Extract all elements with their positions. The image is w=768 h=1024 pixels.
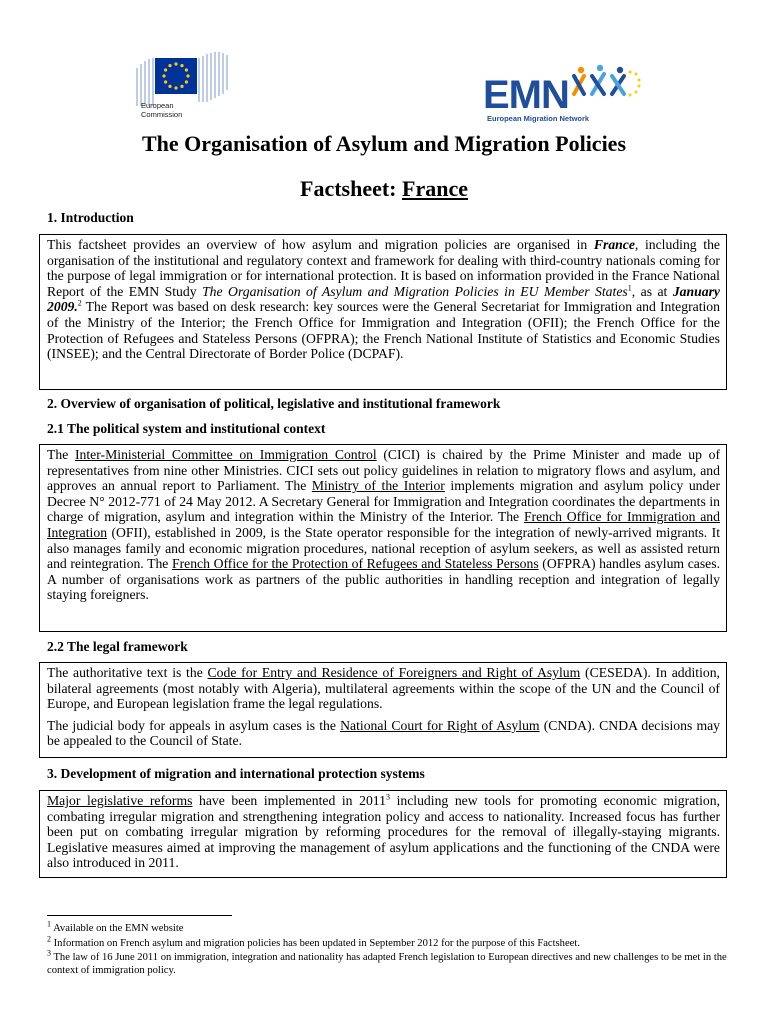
political-system-paragraph xyxy=(47,447,720,603)
section-2-2-heading: 2.2 The legal framework xyxy=(47,639,188,654)
section-2-1-box xyxy=(39,444,727,632)
footnote-ref-1: 1 xyxy=(627,283,632,293)
emphasis-date: January 2009. xyxy=(47,283,720,315)
ec-caption-line-1: European xyxy=(141,101,174,110)
subtitle-prefix: Factsheet: xyxy=(300,176,403,201)
footnote-ref-3: 3 xyxy=(385,792,390,802)
footnote-text: Available on the EMN website xyxy=(51,923,184,934)
text: , as at xyxy=(631,283,673,299)
document-title: The Organisation of Asylum and Migration Policies xyxy=(141,131,627,156)
document-subtitle xyxy=(0,176,768,202)
text: The authoritative text is the xyxy=(47,665,208,680)
section-2-2-box xyxy=(39,662,727,758)
text: including new tools for promoting economic migration, combating irregular migration and strengthening integration policy and access to nationality. Increased focus has further been put on combating irregular migration by reforming procedures for the removal of illegally-staying migrants. Legislative measures aimed at improving the management of asylum applications and the functioning of the CNDA were also introduced in 2011. xyxy=(47,793,720,871)
emn-subtitle: European Migration Network xyxy=(487,114,590,123)
footnote-number: 1 xyxy=(47,919,51,929)
emphasis-france: France xyxy=(593,237,635,252)
text: have been implemented in 2011 xyxy=(192,793,386,808)
underlined-term: Code for Entry and Residence of Foreigners and Right of Asylum xyxy=(207,665,581,680)
footnote-number: 2 xyxy=(47,934,51,944)
section-2-1-heading: 2.1 The political system and institutional context xyxy=(47,421,326,436)
section-2-heading: 2. Overview of organisation of political, legislative and institutional framework xyxy=(47,396,501,411)
text: The judicial body for appeals in asylum cases is the xyxy=(47,717,341,733)
section-3-box xyxy=(39,790,727,878)
footnote-text: Information on French asylum and migration policies has been updated in September 2012 for the purpose of this Factsheet. xyxy=(51,938,580,949)
text: The xyxy=(47,447,75,462)
footnote-1 xyxy=(47,919,727,935)
text: , including the organisation of the institutional and regulatory context and framework for dealing with third-country nationals coming for the purpose of legal immigration or for international protection. It is based on information provided in the France National Report of the EMN Study xyxy=(47,237,720,299)
footnote-number: 3 xyxy=(47,948,51,958)
text: This factsheet provides an overview of how asylum and migration policies are organised in xyxy=(47,237,594,252)
underlined-term: French Office for the Protection of Refugees and Stateless Persons xyxy=(171,556,539,572)
introduction-paragraph xyxy=(47,237,720,362)
section-1-heading: 1. Introduction xyxy=(47,210,134,225)
footnote-2 xyxy=(47,934,727,950)
text: (CNDA). CNDA decisions may be appealed to the Council of State. xyxy=(47,717,721,749)
text: implements migration and asylum policy under Decree N° 2012-771 of 24 May 2012. A Secretary General for Immigration and Integration coordinates the departments in charge of migration, asylum and integration within the Ministry of the Interior. The xyxy=(47,478,721,525)
underlined-term: Inter-Ministerial Committee on Immigration Control xyxy=(74,447,377,462)
footnote-3 xyxy=(47,948,727,977)
emn-figures-icon xyxy=(566,64,646,104)
text: (CESEDA). In addition, bilateral agreements (most notably with Algeria), multilateral agreements within the scope of the UN and the Council of Europe, and European legislation frame the legal regulations. xyxy=(47,665,720,712)
ec-caption-line-2: Commission xyxy=(141,110,183,119)
underlined-term: French Office for Immigration and Integration xyxy=(47,509,720,540)
development-paragraph xyxy=(47,793,720,871)
footnote-divider xyxy=(47,915,232,916)
subtitle-country: France xyxy=(402,176,468,201)
legal-framework-paragraph-1 xyxy=(47,665,720,712)
footnote-ref-2: 2 xyxy=(77,298,82,308)
text: (CICI) is chaired by the Prime Minister and made up of representatives from nine other Ministries. CICI sets out policy guidelines in relation to migratory flows and asylum, and approves an annual report to Parliament. The xyxy=(47,447,721,494)
text: (OFPRA) handles asylum cases. A number of organisations work as partners of the public authorities in handling reception and integration of legally staying foreigners. xyxy=(47,556,720,603)
text: The Report was based on desk research: key sources were the General Secretariat for Immigration and Integration of the Ministry of the Interior; the French Office for Immigration and Integration (OFII); the French Office for the Protection of Refugees and Stateless Persons (OFPRA); the French National Institute of Statistics and Economic Studies (INSEE); and the Central Directorate of Border Police (DCPAF). xyxy=(47,299,720,362)
study-title: The Organisation of Asylum and Migration Policies in EU Member States xyxy=(202,283,628,299)
text: (OFII), established in 2009, is the State operator responsible for the integration of newly-arrived migrants. It also manages family and economic migration procedures, national reception of asylum seekers, as well as assisted return and reintegration. The xyxy=(47,524,720,572)
underlined-term: Ministry of the Interior xyxy=(311,478,445,494)
underlined-term: Major legislative reforms xyxy=(47,793,193,808)
footnote-text: The law of 16 June 2011 on immigration, integration and nationality has adapted French legislation to European directives and new challenges to be met in the context of immigration policy. xyxy=(47,952,727,976)
section-1-box xyxy=(39,234,727,390)
underlined-term: National Court for Right of Asylum xyxy=(340,717,540,733)
emn-wordmark: EMN xyxy=(483,73,569,117)
section-3-heading: 3. Development of migration and international protection systems xyxy=(47,766,425,781)
legal-framework-paragraph-2 xyxy=(47,718,720,749)
ec-logo-caption xyxy=(141,101,182,119)
